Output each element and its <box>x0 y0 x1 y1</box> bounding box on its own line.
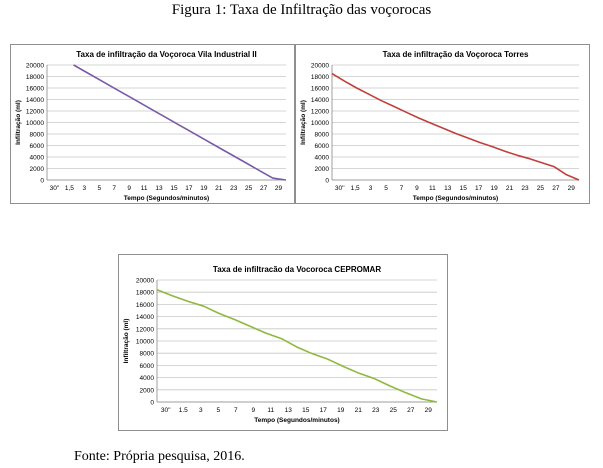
x-tick-label: 17 <box>475 185 483 192</box>
x-tick-label: 11 <box>140 185 148 192</box>
x-tick-label: 25 <box>245 185 253 192</box>
y-tick-label: 12000 <box>25 108 44 116</box>
x-tick-label: 13 <box>444 185 452 192</box>
chart-cepromar <box>118 254 448 431</box>
chart-vila-industrial <box>10 44 295 204</box>
x-tick-label: 9 <box>415 185 419 192</box>
x-tick-label: 29 <box>424 407 432 414</box>
y-tick-label: 0 <box>40 177 44 185</box>
chart-svg <box>11 45 294 203</box>
series-line <box>157 290 437 402</box>
x-tick-label: 30'' <box>160 407 171 414</box>
y-tick-label: 4000 <box>29 154 44 162</box>
x-tick-label: 25 <box>389 407 397 414</box>
x-tick-label: 27 <box>407 407 415 414</box>
y-tick-label: 20000 <box>135 277 154 285</box>
y-tick-label: 0 <box>150 399 154 407</box>
y-tick-label: 6000 <box>29 143 44 150</box>
y-tick-label: 6000 <box>314 143 329 150</box>
x-tick-label: 27 <box>259 185 268 192</box>
x-tick-label: 21 <box>215 185 223 192</box>
x-tick-label: 27 <box>552 185 560 192</box>
y-tick-label: 14000 <box>310 97 329 104</box>
x-tick-label: 1,5 <box>64 185 74 192</box>
y-tick-label: 4000 <box>139 375 154 383</box>
y-tick-label: 18000 <box>310 74 329 81</box>
x-tick-label: 5 <box>384 185 388 192</box>
x-axis-title: Tempo (Segundos/minutos) <box>412 195 499 202</box>
y-tick-label: 8000 <box>139 350 154 358</box>
x-tick-label: 23 <box>521 185 529 192</box>
x-tick-label: 30'' <box>334 185 345 192</box>
y-axis-title: Infiltração (ml) <box>300 100 307 145</box>
y-axis-title: Infiltração (ml) <box>15 100 22 145</box>
x-tick-label: 11 <box>428 185 436 192</box>
x-tick-label: 30'' <box>49 185 60 192</box>
x-tick-label: 25 <box>536 185 545 192</box>
y-tick-label: 0 <box>325 177 329 185</box>
x-axis-title: Tempo (Segundos/minutos) <box>254 417 340 424</box>
y-tick-label: 12000 <box>310 108 329 116</box>
y-tick-label: 12000 <box>135 326 154 334</box>
x-tick-label: 23 <box>230 185 238 192</box>
y-tick-label: 10000 <box>25 120 44 127</box>
y-tick-label: 14000 <box>135 314 154 322</box>
chart-svg <box>296 45 589 203</box>
y-tick-label: 18000 <box>135 289 154 297</box>
y-axis-title: Infiltração (ml) <box>123 318 130 364</box>
x-tick-label: 21 <box>354 407 362 414</box>
chart-title: Taxa de infiltração da Voçoroca Torres <box>382 50 529 59</box>
y-tick-label: 10000 <box>310 120 329 127</box>
y-tick-label: 14000 <box>25 97 44 104</box>
x-tick-label: 21 <box>505 185 514 192</box>
x-tick-label: 17 <box>319 407 327 414</box>
figure-source: Fonte: Própria pesquisa, 2016. <box>74 449 245 464</box>
y-tick-label: 2000 <box>139 387 154 395</box>
x-tick-label: 23 <box>372 407 380 414</box>
x-tick-label: 13 <box>155 185 163 192</box>
x-tick-label: 15 <box>170 185 178 192</box>
y-tick-label: 16000 <box>25 85 44 93</box>
x-tick-label: 5 <box>216 407 221 414</box>
x-tick-label: 1,5 <box>350 185 360 192</box>
x-tick-label: 11 <box>267 407 275 414</box>
chart-svg <box>119 255 447 430</box>
y-tick-label: 4000 <box>314 154 329 162</box>
y-tick-label: 20000 <box>25 62 44 70</box>
x-tick-label: 5 <box>97 185 102 192</box>
chart-torres <box>295 44 590 204</box>
y-tick-label: 8000 <box>314 131 329 139</box>
chart-title: Taxa de infiltracão da Vocoroca CEPROMAR <box>212 265 382 274</box>
x-tick-label: 17 <box>185 185 193 192</box>
x-tick-label: 3 <box>198 407 203 414</box>
x-tick-label: 9 <box>251 407 256 414</box>
y-tick-label: 16000 <box>135 301 154 309</box>
y-tick-label: 20000 <box>310 62 329 70</box>
chart-title: Taxa de infiltração da Voçoroca Vila Industrial II <box>76 50 257 59</box>
x-tick-label: 7 <box>233 407 238 414</box>
y-tick-label: 2000 <box>314 166 329 173</box>
x-tick-label: 15 <box>302 407 310 414</box>
x-tick-label: 29 <box>567 185 575 192</box>
x-tick-label: 7 <box>112 185 117 192</box>
y-tick-label: 16000 <box>310 85 329 93</box>
x-tick-label: 19 <box>200 185 208 192</box>
x-tick-label: 13 <box>284 407 292 414</box>
y-tick-label: 8000 <box>29 131 44 139</box>
y-tick-label: 6000 <box>139 362 154 370</box>
y-tick-label: 18000 <box>25 74 44 81</box>
x-tick-label: 15 <box>459 185 467 192</box>
y-tick-label: 2000 <box>29 166 44 173</box>
x-tick-label: 1.5 <box>178 407 188 414</box>
y-tick-label: 10000 <box>135 338 154 346</box>
x-tick-label: 3 <box>368 185 373 192</box>
x-tick-label: 19 <box>337 407 345 414</box>
x-tick-label: 7 <box>399 185 404 192</box>
x-tick-label: 3 <box>82 185 87 192</box>
x-tick-label: 9 <box>127 185 131 192</box>
series-line <box>332 74 579 180</box>
figure-title: Figura 1: Taxa de Infiltração das voçorocas <box>171 2 432 18</box>
x-axis-title: Tempo (Segundos/minutos) <box>123 195 210 202</box>
x-tick-label: 29 <box>274 185 283 192</box>
x-tick-label: 19 <box>490 185 498 192</box>
